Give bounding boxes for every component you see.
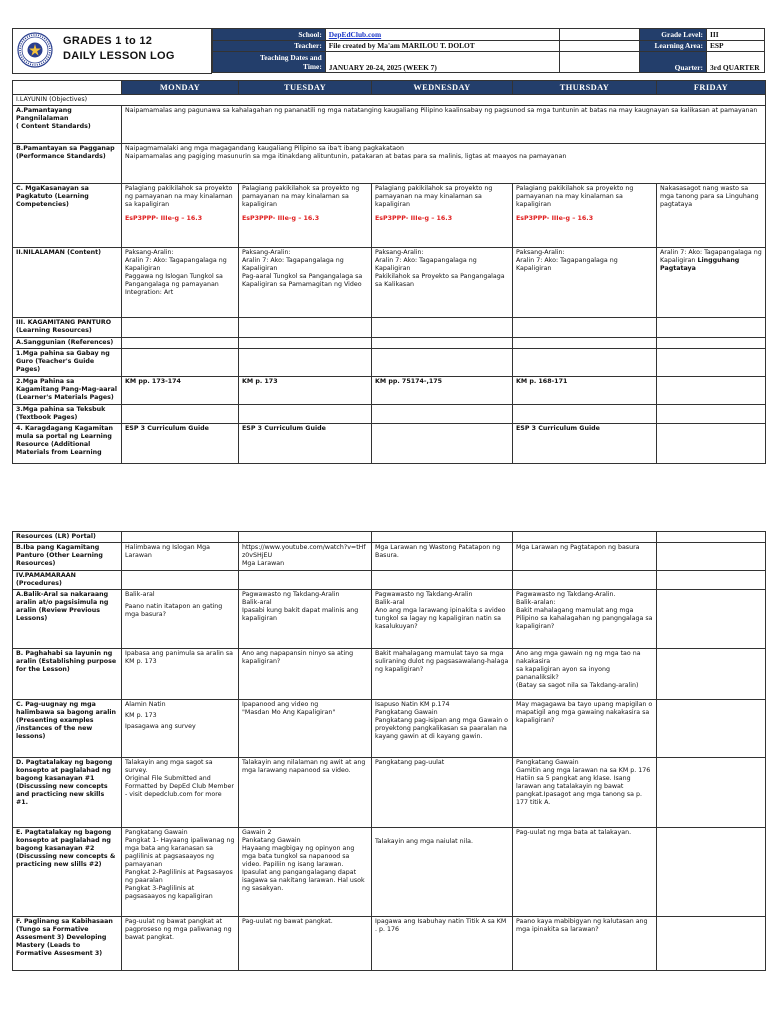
discussion-1-monday-line1: Talakayin ang mga sagot sa survey.: [125, 759, 213, 774]
empty-cell: [122, 405, 239, 424]
mastery-label: F. Paglinang sa Kabihasaan (Tungo sa Formative Assesment 3) Developing Mastery (Leads to Formative Assesment 3): [13, 917, 122, 971]
empty-cell: [657, 377, 766, 405]
empty-cell: [513, 349, 657, 377]
empty-cell: [657, 571, 766, 590]
competency-monday: [122, 184, 239, 248]
mastery-thursday: Paano kaya mabibigyan ng kalutasan ang mga ipinakita sa larawan?: [513, 917, 657, 971]
review-monday-heading: Balik-aral: [125, 591, 155, 598]
review-wednesday-homework: Pagwawasto ng Takdang-Aralin: [375, 591, 473, 598]
examples-tuesday: [239, 700, 372, 758]
review-tuesday-question: Ipasabi kung bakit dapat malinis ang kapaligiran: [242, 607, 359, 622]
content-tuesday-heading: Paksang-Aralin:: [242, 249, 291, 256]
competency-wednesday: [372, 184, 513, 248]
other-resources-monday: Halimbawa ng Islogan Mga Larawan: [122, 543, 239, 571]
empty-cell: [513, 532, 657, 543]
content-wednesday: [372, 248, 513, 318]
competency-thursday-text: Palagiang pakikilahok sa proyekto ng pamayanan na may kinalaman sa kapaligiran: [516, 185, 634, 208]
content-monday-topic: Paggawa ng Islogan Tungkol sa Pangangalaga ng pamayanan: [125, 273, 223, 288]
lesson-log-table-1: [12, 80, 766, 464]
discussion-1-tuesday: Talakayin ang nilalaman ng awit at ang mga larawang napanood sa video.: [239, 758, 372, 828]
content-wednesday-lesson: Aralin 7: Ako: Tagapangalaga ng Kapaligiran: [375, 257, 477, 272]
discussion-2-monday-line4: Pangkat 3-Paglilinis at pagsasaayos ng kapaligiran: [125, 885, 213, 900]
dates-value: JANUARY 20-24, 2025 (WEEK 7): [325, 52, 560, 73]
content-monday-integration: Integration: Art: [125, 289, 174, 296]
examples-wednesday-line3: Pangkatang pag-isipan ang mga Gawain o proyektong pangkalikasan sa paaralan na kayang gawin at di kayang gawin.: [375, 717, 509, 740]
learning-area-label: Learning Area:: [640, 40, 707, 52]
purpose-thursday: [513, 649, 657, 700]
discussion-1-label: D. Pagtatalakay ng bagong konsepto at paglalahad ng bagong kasanayan #1 (Discussing new concepts and practicing new skills #1.: [13, 758, 122, 828]
empty-cell: [657, 828, 766, 917]
examples-thursday: May magagawa ba tayo upang mapigilan o mapatigil ang mga gawaing nakakasira sa kapaligiran?: [513, 700, 657, 758]
day-header-wednesday: WEDNESDAY: [372, 81, 513, 95]
purpose-label: B. Paghahabi sa layunin ng aralin (Establishing purpose for the Lesson): [13, 649, 122, 700]
content-standards-text: Naipamamalas ang pagunawa sa kahalagahan ng pananatili ng mga natatanging kaugaliang Pilipino kaalinsabay ng pagsunod sa mga tuntunin at batas na may kaugnayan sa kalikasan at pamayanan: [122, 106, 766, 144]
discussion-2-monday-line3: Pangkat 2-Paglilinis at Pagsasayos ng paaralan: [125, 869, 233, 884]
review-tuesday-homework: Pagwawasto ng Takdang-Aralin: [242, 591, 340, 598]
purpose-wednesday: Bakit mahalagang mamulat tayo sa mga suliraning dulot ng pagsasawalang-halaga ng kapaligiran?: [372, 649, 513, 700]
deped-seal-icon: [17, 32, 53, 68]
content-tuesday-topic: Pag-aaral Tungkol sa Pangangalaga sa Kapaligiran sa Pamamagitan ng Video: [242, 273, 363, 288]
content-thursday-lesson: Aralin 7: Ako: Tagapangalaga ng Kapaligiran: [516, 257, 618, 272]
empty-cell: [239, 338, 372, 349]
empty-cell: [372, 318, 513, 338]
examples-wednesday-line1: Isapuso Natin KM p.174: [375, 701, 450, 708]
content-monday-heading: Paksang-Aralin:: [125, 249, 174, 256]
day-header-thursday: THURSDAY: [513, 81, 657, 95]
discussion-2-tuesday-line1: Gawain 2: [242, 829, 272, 836]
learners-materials-label: 2.Mga Pahina sa Kagamitang Pang-Mag-aaral (Learner's Materials Pages): [13, 377, 122, 405]
lesson-log-page-1: [12, 80, 765, 464]
learners-materials-wednesday: KM pp. 75174-,175: [372, 377, 513, 405]
procedures-label: IV.PAMAMARAAN (Procedures): [13, 571, 122, 590]
empty-cell: [657, 424, 766, 464]
discussion-1-thursday: [513, 758, 657, 828]
discussion-2-monday-line2: Pangkat 1- Hayaang ipaliwanag ng mga bata ang karanasan sa paglilinis at pagsasaayos ng pamayanan: [125, 837, 235, 868]
examples-monday-task: Ipasagawa ang survey: [125, 723, 196, 730]
content-friday-lesson: Aralin 7: Ako: Tagapangalaga ng Kapaligiran: [660, 249, 762, 264]
content-monday: [122, 248, 239, 318]
content-tuesday: [239, 248, 372, 318]
dates-label-line1: Teaching Dates and: [260, 53, 322, 62]
title-box: [12, 28, 212, 74]
purpose-thursday-line3: (Batay sa sagot nila sa Takdang-aralin): [516, 682, 639, 689]
content-thursday: [513, 248, 657, 318]
learners-materials-tuesday: KM p. 173: [239, 377, 372, 405]
empty-cell: [513, 571, 657, 590]
learning-area-value: ESP: [706, 40, 764, 52]
review-wednesday-question: Ano ang mga larawang ipinakita s avideo tungkol sa lagay ng kapaligiran natin sa kasalukuyan?: [375, 607, 506, 630]
purpose-thursday-line1: Ano ang mga gawain ng ng mga tao na nakakasira: [516, 650, 641, 665]
empty-cell: [513, 405, 657, 424]
competency-monday-text: Palagiang pakikilahok sa proyekto ng pamayanan na may kinalaman sa kapaligiran: [125, 185, 233, 208]
empty-cell: [513, 338, 657, 349]
empty-cell: [657, 758, 766, 828]
content-wednesday-heading: Paksang-Aralin:: [375, 249, 424, 256]
discussion-2-tuesday-line2: Pankatang Gawain: [242, 837, 301, 844]
empty-cell: [239, 532, 372, 543]
purpose-tuesday: Ano ang napapansin ninyo sa ating kapaligiran?: [239, 649, 372, 700]
learning-resources-label: III. KAGAMITANG PANTURO (Learning Resources): [13, 318, 122, 338]
review-thursday-homework: Pagwawasto ng Takdang-Aralin.: [516, 591, 616, 598]
additional-materials-label-cont: Resources (LR) Portal): [13, 532, 122, 543]
empty-cell: [372, 349, 513, 377]
empty-cell: [657, 349, 766, 377]
examples-monday: [122, 700, 239, 758]
grade-level-value: III: [706, 29, 764, 41]
discussion-1-monday: [122, 758, 239, 828]
school-link[interactable]: DepEdClub.com: [325, 29, 560, 41]
competency-wednesday-text: Palagiang pakikilahok sa proyekto ng pamayanan na may kinalaman sa kapaligiran: [375, 185, 493, 208]
empty-cell: [372, 532, 513, 543]
empty-cell: [122, 349, 239, 377]
video-link[interactable]: https://www.youtube.com/watch?v=tHfz0vSHjEU: [242, 544, 366, 559]
discussion-2-thursday: Pag-uulat ng mga bata at talakayan.: [513, 828, 657, 917]
other-resources-tuesday-pictures: Mga Larawan: [242, 560, 285, 567]
empty-cell: [239, 571, 372, 590]
additional-materials-label: 4. Karagdagang Kagamitan mula sa portal ng Learning Resource (Additional Materials from Learning: [13, 424, 122, 464]
teacher-label: Teacher:: [213, 40, 326, 52]
review-thursday-question: Bakit mahalagang mamulat ang mga Pilipino sa kahalagahan ng pangngalaga sa kapaligiran?: [516, 607, 653, 630]
empty-cell: [657, 543, 766, 571]
empty-cell: [372, 338, 513, 349]
competency-code-tuesday: EsP3PPP- IIIe-g – 16.3: [242, 215, 320, 222]
empty-cell: [657, 405, 766, 424]
day-header-monday: MONDAY: [122, 81, 239, 95]
competency-friday: Nakasasagot nang wasto sa mga tanong para sa Linguhang pagtataya: [657, 184, 766, 248]
content-wednesday-topic: Pakikilahok sa Proyekto sa Pangangalaga sa Kalikasan: [375, 273, 505, 288]
dates-blank: [560, 52, 640, 73]
objectives-heading: I.LAYUNIN (Objectives): [13, 95, 766, 106]
examples-tuesday-line1: Ipapanood ang video ng: [242, 701, 319, 708]
label-column-header: [13, 81, 122, 95]
lesson-log-table-2: [12, 531, 766, 971]
review-wednesday: [372, 590, 513, 649]
teacher-value: File created by Ma'am MARILOU T. DOLOT: [325, 40, 560, 52]
mastery-tuesday: Pag-uulat ng bawat pangkat.: [239, 917, 372, 971]
discussion-2-tuesday: [239, 828, 372, 917]
grades-title: GRADES 1 to 12: [63, 35, 153, 47]
discussion-2-tuesday-line3: Hayaang magbigay ng opinyon ang mga bata tungkol sa napanood sa video. Papiliin ng isang larawan. Ipasulat ang pangangalagang dapat isagawa sa nakitang larawan. Hal usok ng sasakyan.: [242, 845, 365, 892]
competency-thursday: [513, 184, 657, 248]
references-label: A.Sanggunian (References): [13, 338, 122, 349]
content-label: II.NILALAMAN (Content): [13, 248, 122, 318]
school-blank: [560, 29, 640, 41]
empty-cell: [372, 424, 513, 464]
competencies-label: C. MgaKasanayan sa Pagkatuto (Learning Competencies): [13, 184, 122, 248]
discussion-2-monday-line1: Pangkatang Gawain: [125, 829, 188, 836]
lesson-log-page-2: [12, 531, 765, 971]
discussion-2-label: E. Pagtatalakay ng bagong konsepto at paglalahad ng bagong kasanayan #2 (Discussing new concepts & practicing new slills #2): [13, 828, 122, 917]
purpose-thursday-line2: sa kapaligiran ayon sa inyong pananaliksik?: [516, 666, 610, 681]
teachers-guide-label: 1.Mga pahina sa Gabay ng Guro (Teacher's Guide Pages): [13, 349, 122, 377]
dates-label: [213, 52, 326, 73]
performance-standards-label: B.Pamantayan sa Pagganap (Performance Standards): [13, 144, 122, 184]
empty-cell: [657, 318, 766, 338]
empty-cell: [657, 649, 766, 700]
learners-materials-thursday: KM p. 168-171: [513, 377, 657, 405]
textbook-label: 3.Mga pahina sa Teksbuk (Textbook Pages): [13, 405, 122, 424]
other-resources-label: B.Iba pang Kagamitang Panturo (Other Learning Resources): [13, 543, 122, 571]
quarter-value: 3rd QUARTER: [706, 52, 764, 73]
examples-wednesday-line2: Pangkatang Gawain: [375, 709, 438, 716]
discussion-1-thursday-line1: Pangkatang Gawain: [516, 759, 579, 766]
header-info-table: [212, 28, 765, 73]
additional-materials-tuesday: ESP 3 Curriculum Guide: [239, 424, 372, 464]
discussion-2-wednesday: Talakayin ang mga naiulat nila.: [372, 828, 513, 917]
review-tuesday: [239, 590, 372, 649]
performance-standards-text: [122, 144, 766, 184]
lesson-log-header: [12, 28, 765, 74]
competency-code-thursday: EsP3PPP- IIIe-g – 16.3: [516, 215, 594, 222]
empty-cell: [122, 318, 239, 338]
empty-cell: [657, 700, 766, 758]
examples-monday-heading: Alamin Natin: [125, 701, 166, 708]
empty-cell: [239, 318, 372, 338]
empty-cell: [122, 532, 239, 543]
empty-cell: [122, 571, 239, 590]
performance-standard-1: Naipagmamalaki ang mga magagandang kaugaliang Pilipino sa iba't ibang pagkakataon: [125, 145, 404, 152]
content-friday: [657, 248, 766, 318]
empty-cell: [657, 532, 766, 543]
competency-code-wednesday: EsP3PPP- IIIe-g – 16.3: [375, 215, 453, 222]
daily-lesson-log-title: DAILY LESSON LOG: [63, 50, 175, 62]
other-resources-tuesday: [239, 543, 372, 571]
performance-standard-2: Naipamamalas ang pagiging masunurin sa mga itinakdang alituntunin, patakaran at batas para sa malinis, ligtas at maayos na pamayanan: [125, 153, 567, 160]
grade-level-label: Grade Level:: [640, 29, 707, 41]
mastery-monday: Pag-uulat ng bawat pangkat at pagproseso ng mga paliwanag ng bawat pangkat.: [122, 917, 239, 971]
additional-materials-thursday: ESP 3 Curriculum Guide: [513, 424, 657, 464]
learners-materials-monday: KM pp. 173-174: [122, 377, 239, 405]
purpose-monday: Ipabasa ang panimula sa aralin sa KM p. 173: [122, 649, 239, 700]
empty-cell: [657, 590, 766, 649]
content-tuesday-lesson: Aralin 7: Ako: Tagapangalaga ng Kapaligiran: [242, 257, 344, 272]
review-thursday-heading: Balik-aralan:: [516, 599, 556, 606]
review-thursday: [513, 590, 657, 649]
examples-tuesday-line2: "Masdan Mo Ang Kapaligiran": [242, 709, 336, 716]
competency-code-monday: EsP3PPP- IIIe-g – 16.3: [125, 215, 203, 222]
empty-cell: [657, 338, 766, 349]
day-header-tuesday: TUESDAY: [239, 81, 372, 95]
mastery-wednesday: Ipagawa ang Isabuhay natin Titik A sa KM . p. 176: [372, 917, 513, 971]
competency-tuesday: [239, 184, 372, 248]
empty-cell: [372, 405, 513, 424]
discussion-1-thursday-line2: Gamitin ang mga larawan na sa KM p. 176 Hatiin sa 5 pangkat ang klase. Isang larawan ang tatalakayin ng bawat pangkat.Ipasagot ang mga tanong sa p. 177 titik A.: [516, 767, 651, 806]
discussion-1-wednesday: Pangkatang pag-uulat: [372, 758, 513, 828]
content-thursday-heading: Paksang-Aralin:: [516, 249, 565, 256]
empty-cell: [122, 338, 239, 349]
other-resources-thursday: Mga Larawan ng Pagtatapon ng basura: [513, 543, 657, 571]
discussion-1-monday-line2: Original File Submitted and Formatted by DepEd Club Member - visit depedclub.com for more: [125, 775, 234, 798]
competency-tuesday-text: Palagiang pakikilahok sa proyekto ng pamayanan na may kinalaman sa kapaligiran: [242, 185, 360, 208]
content-friday-assessment: Lingguhang Pagtataya: [660, 257, 740, 272]
other-resources-wednesday: Mga Larawan ng Wastong Patatapon ng Basura.: [372, 543, 513, 571]
empty-cell: [657, 917, 766, 971]
school-label: School:: [213, 29, 326, 41]
empty-cell: [513, 318, 657, 338]
review-tuesday-heading: Balik-aral: [242, 599, 272, 606]
dates-label-line2: Time:: [303, 62, 322, 71]
additional-materials-monday: ESP 3 Curriculum Guide: [122, 424, 239, 464]
discussion-2-monday: [122, 828, 239, 917]
examples-monday-page: KM p. 173: [125, 712, 157, 719]
empty-cell: [372, 571, 513, 590]
review-wednesday-heading: Balik-aral: [375, 599, 405, 606]
content-standards-label: A.Pamantayang Pangnilalaman ( Content Standards): [13, 106, 122, 144]
quarter-label: Quarter:: [640, 52, 707, 73]
empty-cell: [239, 405, 372, 424]
examples-label: C. Pag-uugnay ng mga halimbawa sa bagong aralin (Presenting examples /instances of the new lessons): [13, 700, 122, 758]
review-label: A.Balik-Aral sa nakaraang aralin at/o pagsisimula ng aralin (Review Previous Lessons): [13, 590, 122, 649]
examples-wednesday: [372, 700, 513, 758]
review-monday: [122, 590, 239, 649]
content-monday-lesson: Aralin 7: Ako: Tagapangalaga ng Kapaligiran: [125, 257, 227, 272]
day-header-friday: FRIDAY: [657, 81, 766, 95]
review-monday-question: Paano natin itatapon an gating mga basura?: [125, 603, 223, 618]
teacher-blank: [560, 40, 640, 52]
empty-cell: [239, 349, 372, 377]
